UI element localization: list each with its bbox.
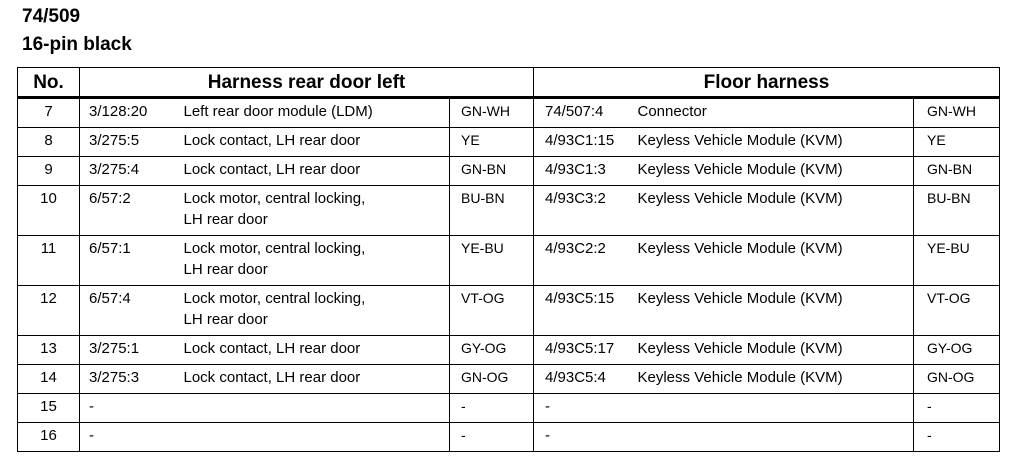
right-component: Keyless Vehicle Module (KVM) xyxy=(638,128,914,157)
right-pin-ref: 4/93C5:15 xyxy=(534,286,638,336)
left-component: Lock contact, LH rear door xyxy=(184,128,450,157)
table-body xyxy=(18,98,1000,452)
pin-number: 10 xyxy=(18,186,80,236)
right-pin-ref: 4/93C1:15 xyxy=(534,128,638,157)
right-component: Keyless Vehicle Module (KVM) xyxy=(638,286,914,336)
right-wire-color: - xyxy=(914,423,1000,452)
right-wire-color: YE-BU xyxy=(914,236,1000,286)
pin-number: 16 xyxy=(18,423,80,452)
pin-number: 7 xyxy=(18,98,80,128)
connector-id: 74/509 xyxy=(22,6,81,27)
right-component: Keyless Vehicle Module (KVM) xyxy=(638,336,914,365)
pin-number: 9 xyxy=(18,157,80,186)
pin-number: 14 xyxy=(18,365,80,394)
pinout-table xyxy=(17,67,1000,452)
left-component-line2: LH rear door xyxy=(183,211,268,228)
right-component xyxy=(638,394,914,423)
pin-number: 11 xyxy=(18,236,80,286)
left-wire-color: GY-OG xyxy=(450,336,534,365)
table-row xyxy=(18,128,1000,157)
right-component: Keyless Vehicle Module (KVM) xyxy=(638,157,914,186)
table-row xyxy=(18,157,1000,186)
right-pin-ref: 4/93C5:17 xyxy=(534,336,638,365)
header-harness-rear-door-left: Harness rear door left xyxy=(80,68,534,98)
right-pin-ref: - xyxy=(534,423,638,452)
left-pin-ref: 6/57:4 xyxy=(80,286,184,336)
left-component: Lock contact, LH rear door xyxy=(184,365,450,394)
left-component-line2: LH rear door xyxy=(183,311,268,328)
table-row xyxy=(18,186,1000,236)
left-wire-color: GN-BN xyxy=(450,157,534,186)
left-wire-color: GN-OG xyxy=(450,365,534,394)
right-wire-color: GN-BN xyxy=(914,157,1000,186)
left-wire-color: BU-BN xyxy=(450,186,534,236)
left-component-line2: LH rear door xyxy=(183,261,268,278)
left-component: Lock contact, LH rear door xyxy=(184,336,450,365)
connector-description: 16-pin black xyxy=(22,34,132,55)
right-pin-ref: - xyxy=(534,394,638,423)
right-component: Keyless Vehicle Module (KVM) xyxy=(638,236,914,286)
right-wire-color: GN-WH xyxy=(914,98,1000,128)
left-pin-ref: - xyxy=(80,394,184,423)
left-pin-ref: 6/57:1 xyxy=(80,236,184,286)
left-component-line1: Lock motor, central locking, xyxy=(183,240,366,257)
left-pin-ref: - xyxy=(80,423,184,452)
left-wire-color: - xyxy=(450,423,534,452)
left-wire-color: YE-BU xyxy=(450,236,534,286)
table-row xyxy=(18,423,1000,452)
right-pin-ref: 4/93C1:3 xyxy=(534,157,638,186)
left-pin-ref: 6/57:2 xyxy=(80,186,184,236)
pin-number: 12 xyxy=(18,286,80,336)
left-component xyxy=(184,236,450,286)
left-wire-color: GN-WH xyxy=(450,98,534,128)
table-header-row xyxy=(18,68,1000,98)
right-wire-color: VT-OG xyxy=(914,286,1000,336)
left-component xyxy=(184,394,450,423)
right-component: Connector xyxy=(638,98,914,128)
table-row xyxy=(18,98,1000,128)
left-component xyxy=(184,186,450,236)
right-component: Keyless Vehicle Module (KVM) xyxy=(638,365,914,394)
pin-number: 13 xyxy=(18,336,80,365)
left-pin-ref: 3/275:4 xyxy=(80,157,184,186)
header-floor-harness: Floor harness xyxy=(534,68,1000,98)
right-wire-color: BU-BN xyxy=(914,186,1000,236)
table-row xyxy=(18,286,1000,336)
left-pin-ref: 3/275:5 xyxy=(80,128,184,157)
header-no: No. xyxy=(18,68,80,98)
right-component: Keyless Vehicle Module (KVM) xyxy=(638,186,914,236)
left-component xyxy=(184,286,450,336)
table-row xyxy=(18,336,1000,365)
right-wire-color: - xyxy=(914,394,1000,423)
left-component: Lock contact, LH rear door xyxy=(184,157,450,186)
left-pin-ref: 3/275:3 xyxy=(80,365,184,394)
pin-number: 8 xyxy=(18,128,80,157)
left-pin-ref: 3/128:20 xyxy=(80,98,184,128)
left-wire-color: YE xyxy=(450,128,534,157)
right-wire-color: YE xyxy=(914,128,1000,157)
left-component-line1: Lock motor, central locking, xyxy=(183,290,366,307)
left-pin-ref: 3/275:1 xyxy=(80,336,184,365)
right-pin-ref: 4/93C3:2 xyxy=(534,186,638,236)
left-component xyxy=(184,423,450,452)
left-component: Left rear door module (LDM) xyxy=(184,98,450,128)
left-wire-color: VT-OG xyxy=(450,286,534,336)
table-row xyxy=(18,236,1000,286)
right-pin-ref: 74/507:4 xyxy=(534,98,638,128)
left-component-line1: Lock motor, central locking, xyxy=(183,190,366,207)
left-wire-color: - xyxy=(450,394,534,423)
table-row xyxy=(18,365,1000,394)
right-pin-ref: 4/93C2:2 xyxy=(534,236,638,286)
right-wire-color: GY-OG xyxy=(914,336,1000,365)
right-component xyxy=(638,423,914,452)
right-wire-color: GN-OG xyxy=(914,365,1000,394)
pin-number: 15 xyxy=(18,394,80,423)
table-row xyxy=(18,394,1000,423)
right-pin-ref: 4/93C5:4 xyxy=(534,365,638,394)
